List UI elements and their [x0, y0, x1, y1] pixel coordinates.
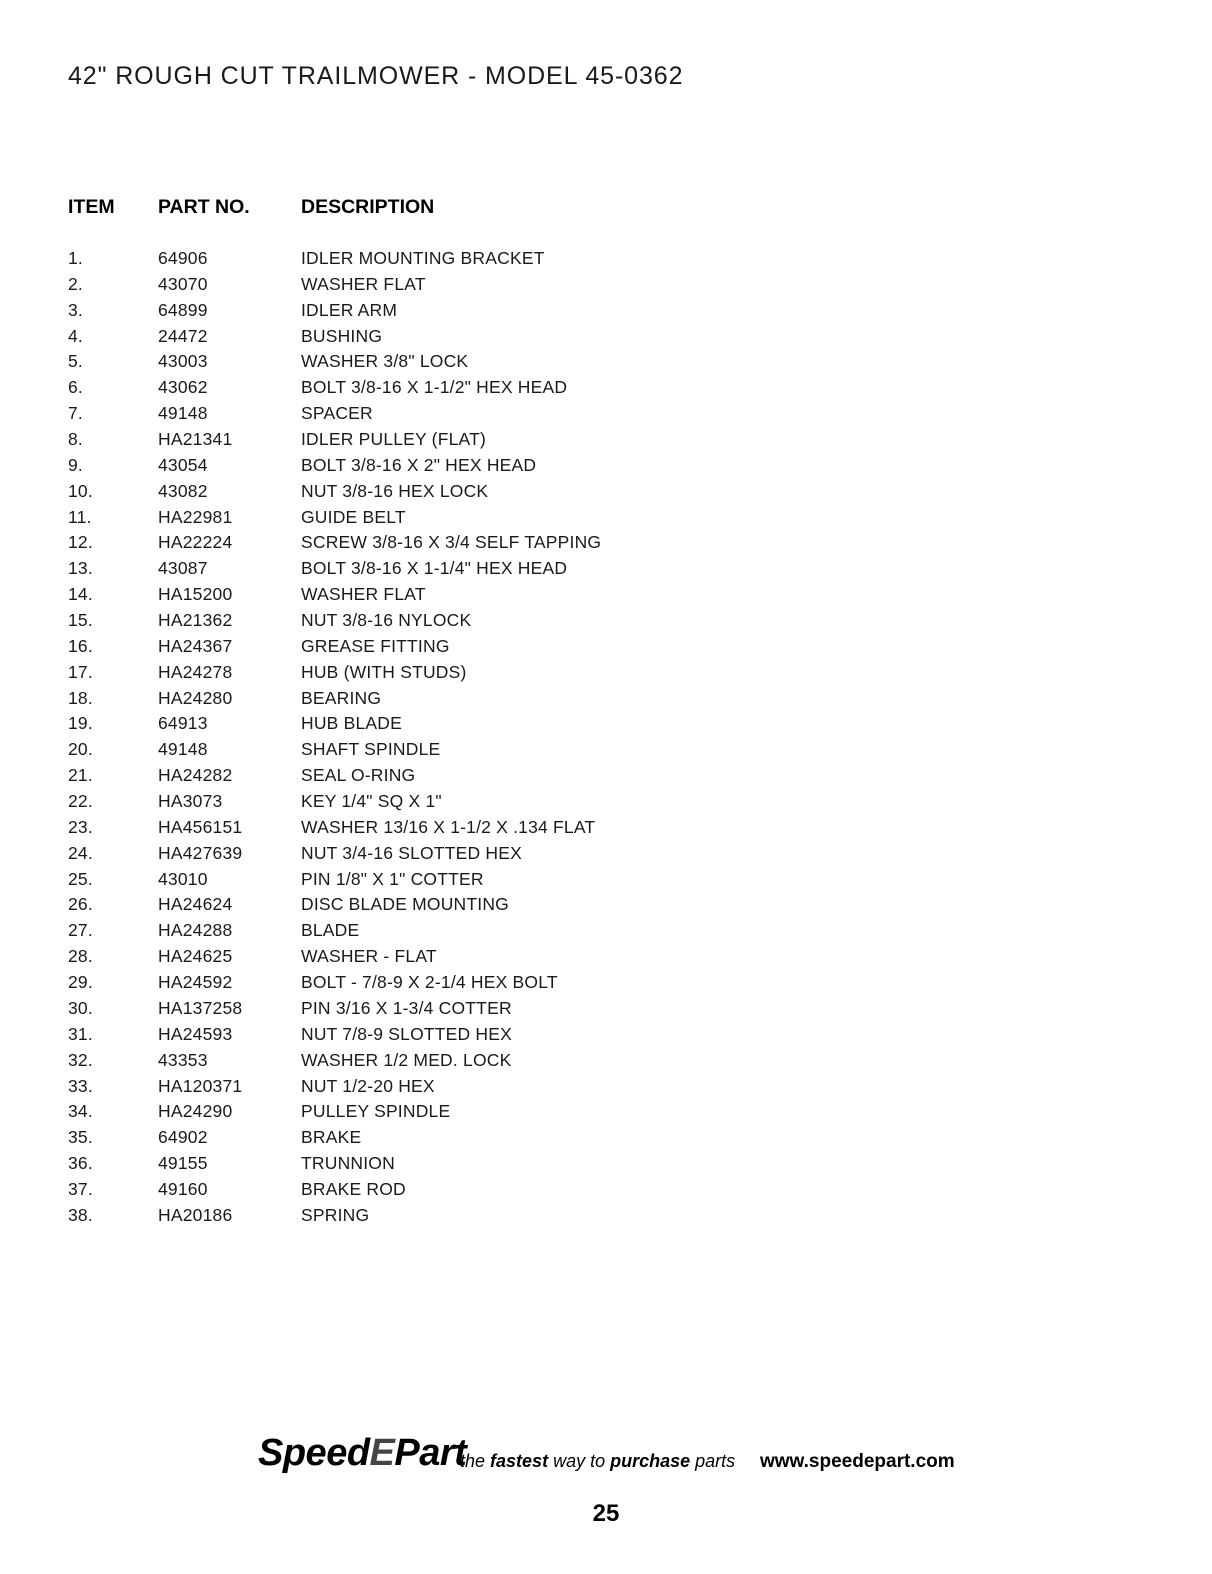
table-row — [68, 530, 768, 556]
table-row — [68, 970, 768, 996]
row-description: GREASE FITTING — [301, 635, 450, 656]
row-part-number: 43087 — [158, 558, 208, 579]
table-row — [68, 1203, 768, 1229]
table-row — [68, 918, 768, 944]
table-row — [68, 737, 768, 763]
table-row — [68, 505, 768, 531]
row-part-number: HA24278 — [158, 661, 233, 682]
row-part-number: HA21341 — [158, 429, 233, 450]
logo-text-part: Part — [394, 1432, 467, 1474]
row-part-number: HA22981 — [158, 506, 233, 527]
table-row — [68, 867, 768, 893]
row-description: WASHER 3/8" LOCK — [301, 351, 469, 372]
row-item-number: 31. — [68, 1023, 93, 1044]
table-row — [68, 582, 768, 608]
row-part-number: 43010 — [158, 868, 208, 889]
row-description: SCREW 3/8-16 X 3/4 SELF TAPPING — [301, 532, 602, 553]
table-row — [68, 479, 768, 505]
row-description: NUT 3/8-16 HEX LOCK — [301, 480, 489, 501]
row-description: IDLER ARM — [301, 299, 398, 320]
row-part-number: 43070 — [158, 273, 208, 294]
row-description: BOLT - 7/8-9 X 2-1/4 HEX BOLT — [301, 972, 558, 993]
row-part-number: 43054 — [158, 454, 208, 475]
row-part-number: 64899 — [158, 299, 208, 320]
parts-list — [68, 246, 768, 1229]
row-description: NUT 7/8-9 SLOTTED HEX — [301, 1023, 513, 1044]
row-description: IDLER MOUNTING BRACKET — [301, 248, 545, 268]
tagline — [460, 1451, 735, 1472]
table-row — [68, 634, 768, 660]
table-row — [68, 763, 768, 789]
logo-text-speed: Speed — [258, 1432, 370, 1474]
row-part-number: HA24282 — [158, 765, 233, 786]
row-item-number: 19. — [68, 713, 93, 734]
table-row — [68, 608, 768, 634]
row-part-number: HA20186 — [158, 1204, 233, 1225]
row-item-number: 30. — [68, 997, 93, 1018]
row-part-number: HA24367 — [158, 635, 233, 656]
column-header-part-no: PART NO. — [158, 196, 250, 218]
row-item-number: 18. — [68, 687, 93, 708]
row-item-number: 38. — [68, 1204, 93, 1225]
row-item-number: 11. — [68, 506, 92, 527]
row-description: NUT 3/8-16 NYLOCK — [301, 610, 472, 631]
row-part-number: 43082 — [158, 480, 208, 501]
row-description: BOLT 3/8-16 X 1-1/4" HEX HEAD — [301, 558, 568, 579]
row-item-number: 10. — [68, 480, 93, 501]
column-header-description: DESCRIPTION — [301, 196, 435, 218]
row-description: PIN 3/16 X 1-3/4 COTTER — [301, 997, 512, 1018]
row-description: SPACER — [301, 403, 373, 424]
row-part-number: 49148 — [158, 403, 208, 424]
table-row — [68, 375, 768, 401]
row-description: HUB (WITH STUDS) — [301, 661, 467, 682]
row-item-number: 17. — [68, 661, 93, 682]
table-row — [68, 324, 768, 350]
table-row — [68, 815, 768, 841]
row-part-number: 43003 — [158, 351, 208, 372]
table-row — [68, 1074, 768, 1100]
page-title: 42" ROUGH CUT TRAILMOWER - MODEL 45-0362 — [68, 62, 684, 90]
row-item-number: 34. — [68, 1101, 93, 1122]
row-description: PIN 1/8" X 1" COTTER — [301, 868, 484, 889]
row-item-number: 1. — [68, 248, 83, 268]
row-description: BEARING — [301, 687, 382, 708]
row-description: NUT 1/2-20 HEX — [301, 1075, 435, 1096]
row-item-number: 16. — [68, 635, 93, 656]
table-row — [68, 1099, 768, 1125]
row-part-number: HA24593 — [158, 1023, 233, 1044]
table-row — [68, 556, 768, 582]
row-item-number: 13. — [68, 558, 93, 579]
table-row — [68, 892, 768, 918]
row-item-number: 12. — [68, 532, 93, 553]
row-description: BUSHING — [301, 325, 383, 346]
row-item-number: 33. — [68, 1075, 93, 1096]
row-description: DISC BLADE MOUNTING — [301, 894, 509, 915]
row-part-number: 24472 — [158, 325, 208, 346]
row-item-number: 35. — [68, 1127, 93, 1148]
row-part-number: 43062 — [158, 377, 208, 398]
column-header-item: ITEM — [68, 196, 115, 218]
website-url: www.speedepart.com — [760, 1451, 955, 1472]
row-description: WASHER FLAT — [301, 273, 426, 294]
table-row — [68, 349, 768, 375]
table-row — [68, 711, 768, 737]
page-number: 25 — [592, 1500, 620, 1527]
row-item-number: 37. — [68, 1178, 93, 1199]
table-row — [68, 272, 768, 298]
row-part-number: HA22224 — [158, 532, 233, 553]
row-part-number: HA427639 — [158, 842, 243, 863]
row-part-number: 49148 — [158, 739, 208, 760]
row-part-number: HA456151 — [158, 816, 243, 837]
row-description: WASHER FLAT — [301, 584, 426, 605]
row-description: GUIDE BELT — [301, 506, 406, 527]
table-row — [68, 401, 768, 427]
row-item-number: 4. — [68, 325, 83, 346]
row-description: SEAL O-RING — [301, 765, 416, 786]
row-item-number: 22. — [68, 791, 93, 812]
table-row — [68, 453, 768, 479]
table-row — [68, 686, 768, 712]
row-part-number: HA21362 — [158, 610, 233, 631]
row-description: PULLEY SPINDLE — [301, 1101, 451, 1122]
tagline-part-4: purchase — [610, 1451, 691, 1471]
row-description: WASHER 13/16 X 1-1/2 X .134 FLAT — [301, 816, 596, 837]
table-row — [68, 298, 768, 324]
row-part-number: HA15200 — [158, 584, 233, 605]
row-item-number: 8. — [68, 429, 83, 450]
tagline-part-5: parts — [690, 1451, 736, 1471]
row-description: BLADE — [301, 920, 360, 941]
table-row — [68, 1177, 768, 1203]
row-item-number: 20. — [68, 739, 93, 760]
footer-brand-bar — [258, 1432, 978, 1482]
row-description: BOLT 3/8-16 X 2" HEX HEAD — [301, 454, 537, 475]
row-part-number: 43353 — [158, 1049, 208, 1070]
table-row — [68, 789, 768, 815]
tagline-part-3: way to — [548, 1451, 611, 1471]
logo-text-e: E — [369, 1432, 395, 1474]
row-item-number: 15. — [68, 610, 93, 631]
table-row — [68, 1151, 768, 1177]
row-part-number: 64902 — [158, 1127, 208, 1148]
row-description: KEY 1/4" SQ X 1" — [301, 791, 442, 812]
row-item-number: 32. — [68, 1049, 93, 1070]
row-item-number: 24. — [68, 842, 93, 863]
row-part-number: HA24624 — [158, 894, 233, 915]
row-item-number: 14. — [68, 584, 93, 605]
row-item-number: 23. — [68, 816, 93, 837]
row-part-number: 49160 — [158, 1178, 208, 1199]
row-part-number: HA24280 — [158, 687, 233, 708]
row-item-number: 28. — [68, 946, 93, 967]
speedepart-logo — [258, 1432, 466, 1475]
row-item-number: 25. — [68, 868, 93, 889]
tagline-part-2: fastest — [490, 1451, 549, 1471]
row-item-number: 7. — [68, 403, 83, 424]
row-part-number: HA24592 — [158, 972, 233, 993]
table-row — [68, 1048, 768, 1074]
table-row — [68, 1022, 768, 1048]
row-part-number: HA120371 — [158, 1075, 243, 1096]
row-description: BOLT 3/8-16 X 1-1/2" HEX HEAD — [301, 377, 568, 398]
row-item-number: 36. — [68, 1153, 93, 1174]
row-description: WASHER - FLAT — [301, 946, 437, 967]
table-row — [68, 944, 768, 970]
row-part-number: HA24290 — [158, 1101, 233, 1122]
row-part-number: HA3073 — [158, 791, 223, 812]
row-description: BRAKE — [301, 1127, 362, 1148]
table-row — [68, 246, 768, 272]
row-part-number: HA137258 — [158, 997, 243, 1018]
row-description: NUT 3/4-16 SLOTTED HEX — [301, 842, 522, 863]
table-row — [68, 427, 768, 453]
row-part-number: 64913 — [158, 713, 208, 734]
row-part-number: 49155 — [158, 1153, 208, 1174]
row-description: TRUNNION — [301, 1153, 395, 1174]
row-description: HUB BLADE — [301, 713, 402, 734]
row-item-number: 2. — [68, 273, 83, 294]
row-item-number: 6. — [68, 377, 83, 398]
table-row — [68, 1125, 768, 1151]
row-description: IDLER PULLEY (FLAT) — [301, 429, 487, 450]
row-item-number: 9. — [68, 454, 83, 475]
row-item-number: 3. — [68, 299, 83, 320]
row-description: BRAKE ROD — [301, 1178, 406, 1199]
row-item-number: 26. — [68, 894, 93, 915]
table-row — [68, 841, 768, 867]
row-description: SHAFT SPINDLE — [301, 739, 441, 760]
row-item-number: 27. — [68, 920, 93, 941]
table-row — [68, 660, 768, 686]
row-part-number: HA24288 — [158, 920, 233, 941]
table-row — [68, 996, 768, 1022]
row-item-number: 21. — [68, 765, 93, 786]
row-description: SPRING — [301, 1204, 370, 1225]
row-description: WASHER 1/2 MED. LOCK — [301, 1049, 512, 1070]
row-part-number: 64906 — [158, 248, 208, 268]
row-item-number: 5. — [68, 351, 83, 372]
tagline-part-1: the — [460, 1451, 491, 1471]
row-part-number: HA24625 — [158, 946, 233, 967]
row-item-number: 29. — [68, 972, 93, 993]
